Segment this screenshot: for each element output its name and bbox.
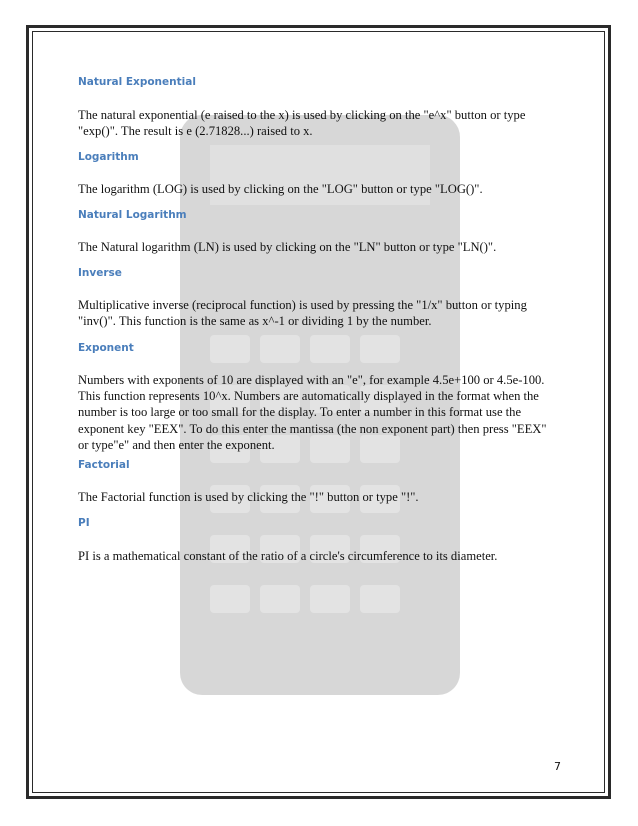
paragraph-logarithm: The logarithm (LOG) is used by clicking on the "LOG" button or type "LOG()". (78, 182, 483, 196)
heading-inverse: Inverse (78, 267, 122, 279)
heading-natural-logarithm: Natural Logarithm (78, 209, 187, 221)
paragraph-natural-logarithm: The Natural logarithm (LN) is used by clicking on the "LN" button or type "LN()". (78, 240, 497, 254)
paragraph-factorial: The Factorial function is used by clicking the "!" button or type "!". (78, 490, 419, 504)
page-number: 7 (554, 760, 561, 773)
paragraph-natural-exponential: The natural exponential (e raised to the x) is used by clicking on the "e^x" button or type "exp()". The result is e (2.71828...) raised to x. (78, 108, 526, 139)
heading-logarithm: Logarithm (78, 151, 139, 163)
paragraph-exponent: Numbers with exponents of 10 are displayed with an "e", for example 4.5e+100 or 4.5e-100. This function represents 10^x. Numbers are automatically displayed in the format when the number is too large or too small for the display. To enter a number in this format use the exponent key "EEX". To do this enter the mantissa (the non exponent part) then press "EEX" or type"e" and then enter the exponent. (78, 373, 547, 452)
paragraph-pi: PI is a mathematical constant of the ratio of a circle's circumference to its diameter. (78, 549, 498, 563)
heading-pi: PI (78, 517, 90, 529)
paragraph-inverse: Multiplicative inverse (reciprocal function) is used by pressing the "1/x" button or typing "inv()". This function is the same as x^-1 or dividing 1 by the number. (78, 298, 527, 329)
heading-natural-exponential: Natural Exponential (78, 76, 196, 88)
heading-exponent: Exponent (78, 342, 134, 354)
heading-factorial: Factorial (78, 459, 130, 471)
